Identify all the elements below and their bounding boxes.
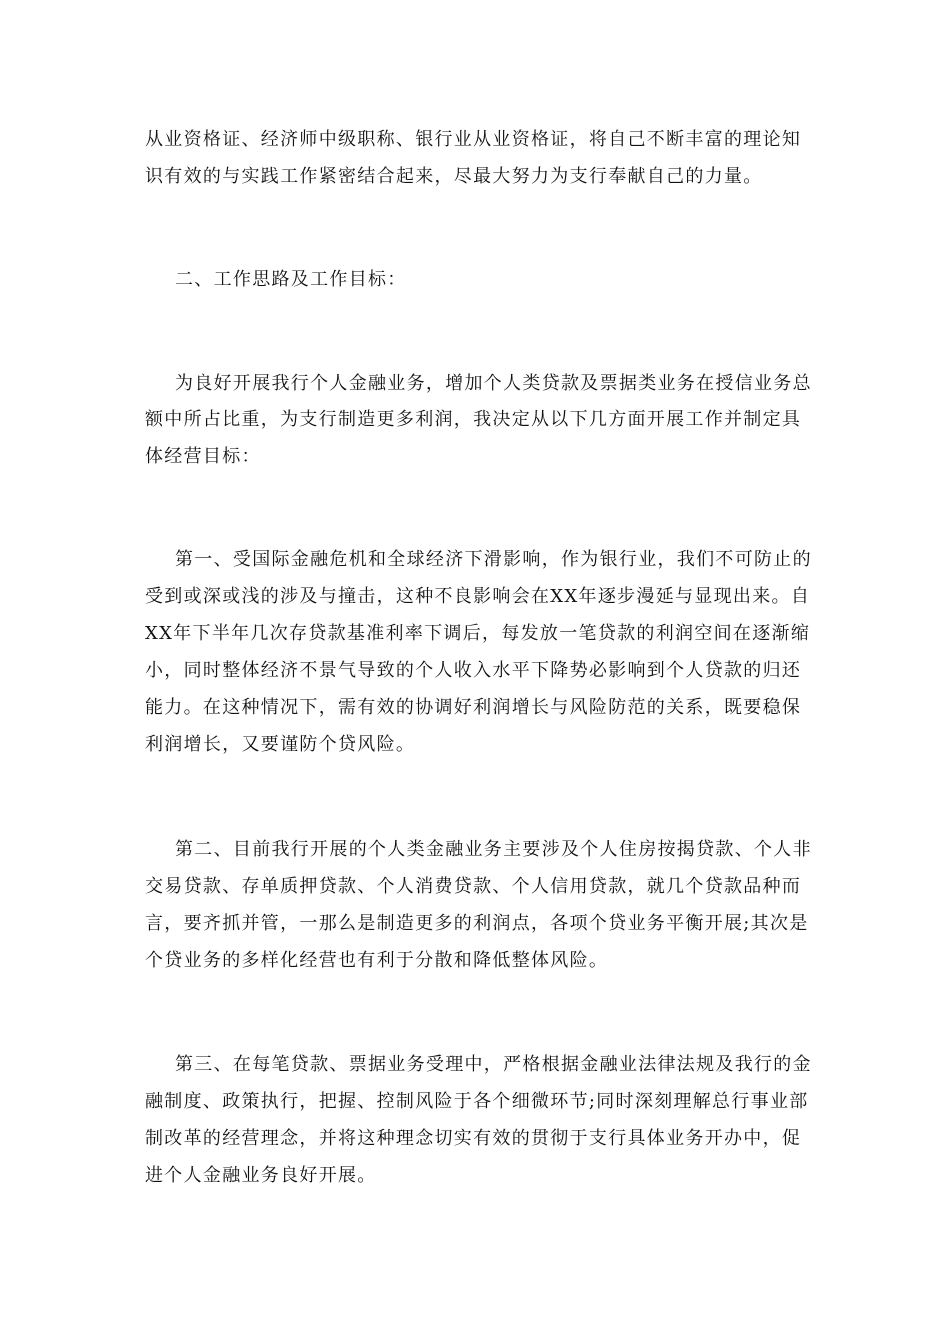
paragraph-line: 从业资格证、经济师中级职称、银行业从业资格证，将自己不断丰富的理论知 [145, 129, 802, 150]
section-heading: 二、工作思路及工作目标： [175, 269, 407, 290]
paragraph-line: 交易贷款、存单质押贷款、个人消费贷款、个人信用贷款，就几个贷款品种而 [145, 876, 802, 897]
paragraph-line: 制改革的经营理念，并将这种理念切实有效的贯彻于支行具体业务开办中，促 [145, 1128, 802, 1149]
paragraph-line: 言，要齐抓并管，一那么是制造更多的利润点，各项个贷业务平衡开展;其次是 [145, 913, 809, 934]
paragraph-line: 第三、在每笔贷款、票据业务受理中，严格根据金融业法律法规及我行的金 [175, 1054, 812, 1075]
paragraph-line: 小，同时整体经济不景气导致的个人收入水平下降势必影响到个人贷款的归还 [145, 660, 802, 681]
paragraph-line: 个贷业务的多样化经营也有利于分散和降低整体风险。 [145, 950, 609, 971]
paragraph-line: 能力。在这种情况下，需有效的协调好利润增长与风险防范的关系，既要稳保 [145, 697, 802, 718]
paragraph-line: 体经营目标： [145, 446, 261, 467]
paragraph-line: 进个人金融业务良好开展。 [145, 1165, 377, 1186]
paragraph-line: 识有效的与实践工作紧密结合起来，尽最大努力为支行奉献自己的力量。 [145, 166, 763, 187]
paragraph-line: 第二、目前我行开展的个人类金融业务主要涉及个人住房按揭贷款、个人非 [175, 839, 812, 860]
paragraph-line: 第一、受国际金融危机和全球经济下滑影响，作为银行业，我们不可防止的 [175, 549, 812, 570]
paragraph-line: 融制度、政策执行，把握、控制风险于各个细微环节;同时深刻理解总行事业部 [145, 1091, 809, 1112]
paragraph-line: 利润增长，又要谨防个贷风险。 [145, 734, 416, 755]
paragraph-line: 受到或深或浅的涉及与撞击，这种不良影响会在XX年逐步漫延与显现出来。自 [145, 586, 811, 607]
paragraph-line: XX年下半年几次存贷款基准利率下调后，每发放一笔贷款的利润空间在逐渐缩 [145, 623, 811, 644]
paragraph-line: 额中所占比重，为支行制造更多利润，我决定从以下几方面开展工作并制定具 [145, 409, 802, 430]
paragraph-line: 为良好开展我行个人金融业务，增加个人类贷款及票据类业务在授信业务总 [175, 373, 812, 394]
